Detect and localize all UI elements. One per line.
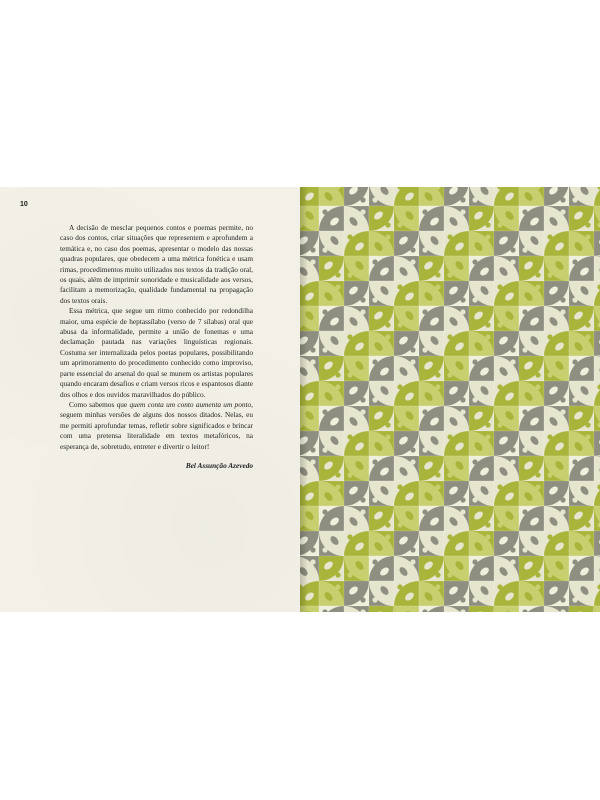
pattern-tile [394,356,419,381]
pattern-tile [369,431,394,456]
pattern-tile [594,331,600,356]
pattern-tile [319,481,344,506]
pattern-tile [319,506,344,531]
pattern-tile [344,456,369,481]
pattern-tile [419,456,444,481]
pattern-tile [519,331,544,356]
body-text [60,223,253,471]
pattern-tile [494,506,519,531]
pattern-tile [569,406,594,431]
pattern-tile [344,356,369,381]
pattern-tile [519,531,544,556]
pattern-tile [444,231,469,256]
pattern-tile [469,281,494,306]
pattern-tile [369,281,394,306]
pattern-tile [344,406,369,431]
pattern-tile [569,581,594,606]
pattern-tile [519,281,544,306]
pattern-tile [394,506,419,531]
pattern-tile [319,256,344,281]
pattern-tile [469,231,494,256]
pattern-tile [444,531,469,556]
pattern-tile [444,606,469,612]
pattern-tile [319,431,344,456]
pattern-tile [494,581,519,606]
pattern-tile [444,256,469,281]
pattern-tile [369,556,394,581]
pattern-tile [419,356,444,381]
spine-shadow [300,187,308,612]
pattern-tile [394,431,419,456]
left-page [0,187,300,612]
pattern-tile [519,456,544,481]
pattern-tile [594,531,600,556]
pattern-tile [369,531,394,556]
pattern-tile [419,431,444,456]
pattern-tile [569,456,594,481]
pattern-tile [394,206,419,231]
pattern-tile [469,431,494,456]
pattern-tile [394,381,419,406]
pattern-tile [594,206,600,231]
pattern-tile [469,556,494,581]
pattern-tile [394,531,419,556]
pattern-tile [469,581,494,606]
pattern-tile [494,187,519,206]
paragraph-3-before: Como sabemos que [69,399,130,409]
pattern-tile [469,406,494,431]
pattern-tile [419,187,444,206]
pattern-tile [319,281,344,306]
pattern-tile [519,187,544,206]
pattern-tile [444,456,469,481]
pattern-tile [344,231,369,256]
pattern-tile [369,381,394,406]
pattern-tile [319,356,344,381]
pattern-tile [594,556,600,581]
pattern-tile [394,556,419,581]
pattern-tile [494,531,519,556]
pattern-tile [469,187,494,206]
pattern-tile [469,381,494,406]
pattern-tile [469,531,494,556]
pattern-tile [494,381,519,406]
pattern-tile [519,431,544,456]
paragraph-3-after: , seguem minhas versões de alguns dos nossos ditados. Nelas, eu me permiti aprofundar temas, refletir sobre significados e brincar com uma pretensa literalidade em textos metafóricos, na esperança de, sobretudo, entreter e divertir o leitor! [60,399,253,451]
pattern-tile [344,431,369,456]
pattern-tile [344,531,369,556]
pattern-tile [594,481,600,506]
pattern-tile [469,481,494,506]
pattern-tile [419,556,444,581]
pattern-tile [394,281,419,306]
pattern-tile [444,506,469,531]
pattern-tile [344,381,369,406]
author-signature: Bel Assunção Azevedo [185,460,253,470]
pattern-tile [519,556,544,581]
pattern-tile [394,331,419,356]
pattern-tile [569,556,594,581]
pattern-tile [394,231,419,256]
pattern-tile [494,406,519,431]
pattern-tile [544,406,569,431]
pattern-tile [544,481,569,506]
pattern-tile [319,606,344,612]
pattern-tile [569,331,594,356]
pattern-tile [469,306,494,331]
pattern-tile [544,356,569,381]
pattern-tile [419,381,444,406]
pattern-tile [444,331,469,356]
pattern-tile [344,506,369,531]
pattern-tile [394,256,419,281]
pattern-tile [419,231,444,256]
pattern-tile [544,531,569,556]
pattern-tile [494,281,519,306]
pattern-tile [444,581,469,606]
pattern-tile [569,206,594,231]
pattern-tile [394,581,419,606]
pattern-tile [394,481,419,506]
pattern-tile [419,581,444,606]
pattern-tile [419,406,444,431]
pattern-tile [469,606,494,612]
pattern-tile [494,206,519,231]
pattern-tile [544,506,569,531]
pattern-tile [544,281,569,306]
pattern-tile [469,206,494,231]
pattern-tile [519,381,544,406]
decorative-tile-pattern [300,187,600,612]
pattern-tile [319,406,344,431]
pattern-tile [369,231,394,256]
pattern-tile [369,256,394,281]
pattern-tile [594,381,600,406]
pattern-tile [519,306,544,331]
pattern-tile [569,356,594,381]
pattern-tile [394,306,419,331]
pattern-tile [594,231,600,256]
pattern-tile [519,481,544,506]
pattern-tile [319,306,344,331]
pattern-tile [494,306,519,331]
pattern-tile [494,606,519,612]
pattern-tile [594,187,600,206]
pattern-tile [344,281,369,306]
pattern-tile [494,231,519,256]
pattern-tile [494,356,519,381]
pattern-tile [469,256,494,281]
pattern-tile [444,187,469,206]
pattern-tile [319,206,344,231]
pattern-tile [594,406,600,431]
pattern-tile [494,331,519,356]
pattern-tile [569,481,594,506]
pattern-tile [569,231,594,256]
pattern-tile [369,406,394,431]
pattern-tile [369,456,394,481]
pattern-tile [519,506,544,531]
pattern-tile [544,306,569,331]
pattern-tile [419,506,444,531]
pattern-tile [569,531,594,556]
pattern-tile [569,256,594,281]
pattern-tile [344,206,369,231]
pattern-tile [369,506,394,531]
pattern-tile [469,356,494,381]
pattern-tile [419,281,444,306]
pattern-tile [319,187,344,206]
pattern-tile [369,306,394,331]
pattern-tile [369,481,394,506]
pattern-tile [594,581,600,606]
pattern-tile [369,606,394,612]
pattern-tile [369,581,394,606]
pattern-tile [419,481,444,506]
paragraph-3-italic: quem conta um conto aumenta um ponto [129,399,252,409]
pattern-tile [419,206,444,231]
pattern-tile [369,187,394,206]
pattern-tile [594,431,600,456]
pattern-tile [544,431,569,456]
pattern-tile [444,381,469,406]
pattern-tile [344,606,369,612]
pattern-tile [444,431,469,456]
pattern-tile [594,506,600,531]
pattern-tile [319,556,344,581]
pattern-tile [419,331,444,356]
pattern-tile [344,556,369,581]
book-spread [0,187,600,612]
pattern-tile [344,331,369,356]
pattern-tile [344,306,369,331]
pattern-tile [594,606,600,612]
pattern-tile [494,431,519,456]
pattern-tile [569,431,594,456]
pattern-tile [344,581,369,606]
pattern-tile [394,406,419,431]
paragraph-2: Essa métrica, que segue um ritmo conhecido por redondilha maior, uma espécie de heptassílabo (verso de 7 sílabas) oral que abusa da informalidade, permite a união de fonemas e uma declamação pautada nas variações linguísticas regionais. Costuma ser internalizada pelos poetas populares, possibilitando um aprimoramento do procedimento conhecido como improviso, parte essencial do arsenal do qual se munem os artistas populares quando encaram desafios e criam versos ricos e espantosos diante dos olhos e dos ouvidos maravilhados do público. [60,306,253,399]
pattern-tile [544,331,569,356]
pattern-tile [594,306,600,331]
pattern-tile [519,406,544,431]
pattern-tile [544,456,569,481]
page-number: 10 [20,201,28,208]
pattern-tile [594,356,600,381]
pattern-tile [569,306,594,331]
pattern-tile [444,481,469,506]
pattern-tile [319,231,344,256]
pattern-tile [444,556,469,581]
pattern-tile [319,531,344,556]
pattern-tile [544,581,569,606]
pattern-tile [519,606,544,612]
pattern-tile [319,456,344,481]
pattern-tile [444,206,469,231]
pattern-tile [569,281,594,306]
pattern-tile [594,256,600,281]
pattern-tile [419,606,444,612]
pattern-tile [419,531,444,556]
pattern-tile [344,187,369,206]
pattern-tile [444,356,469,381]
pattern-tile [444,306,469,331]
pattern-tile [569,606,594,612]
pattern-tile [494,256,519,281]
right-page-pattern [300,187,600,612]
pattern-tile [469,506,494,531]
pattern-tile [519,356,544,381]
pattern-tile [519,231,544,256]
pattern-tile [519,256,544,281]
pattern-tile [394,187,419,206]
pattern-tile [544,556,569,581]
pattern-tile [494,456,519,481]
pattern-tile [494,556,519,581]
pattern-tile [519,581,544,606]
pattern-tile [369,206,394,231]
pattern-tile [394,456,419,481]
pattern-tile [344,256,369,281]
paragraph-3 [60,400,253,452]
pattern-tile [469,331,494,356]
pattern-tile [569,506,594,531]
pattern-tile [319,331,344,356]
pattern-tile [369,356,394,381]
pattern-tile [544,606,569,612]
pattern-tile [394,606,419,612]
pattern-tile [544,381,569,406]
pattern-tile [544,187,569,206]
pattern-tile [344,481,369,506]
pattern-tile [494,481,519,506]
pattern-tile [419,256,444,281]
pattern-tile [519,206,544,231]
pattern-tile [544,206,569,231]
pattern-tile [444,406,469,431]
paragraph-1: A decisão de mesclar pequenos contos e poemas permite, no caso dos contos, criar situações que representem e aprofundem a temática e, no caso dos poemas, apresentar o modelo das nossas quadras populares, que obedecem a uma métrica fonética e usam rimas, procedimentos muito utilizados nos textos da tradição oral, os quais, além de imprimir sonoridade e musicalidade aos versos, facilitam a memorização, qualidade fundamental na propagação dos textos orais. [60,223,253,305]
pattern-tile [569,381,594,406]
pattern-tile [569,187,594,206]
pattern-tile [319,581,344,606]
pattern-tile [369,331,394,356]
pattern-tile [419,306,444,331]
pattern-tile [544,256,569,281]
pattern-tile [469,456,494,481]
pattern-tile [594,281,600,306]
pattern-tile [319,381,344,406]
pattern-tile [544,231,569,256]
pattern-tile [594,456,600,481]
pattern-tile [444,281,469,306]
